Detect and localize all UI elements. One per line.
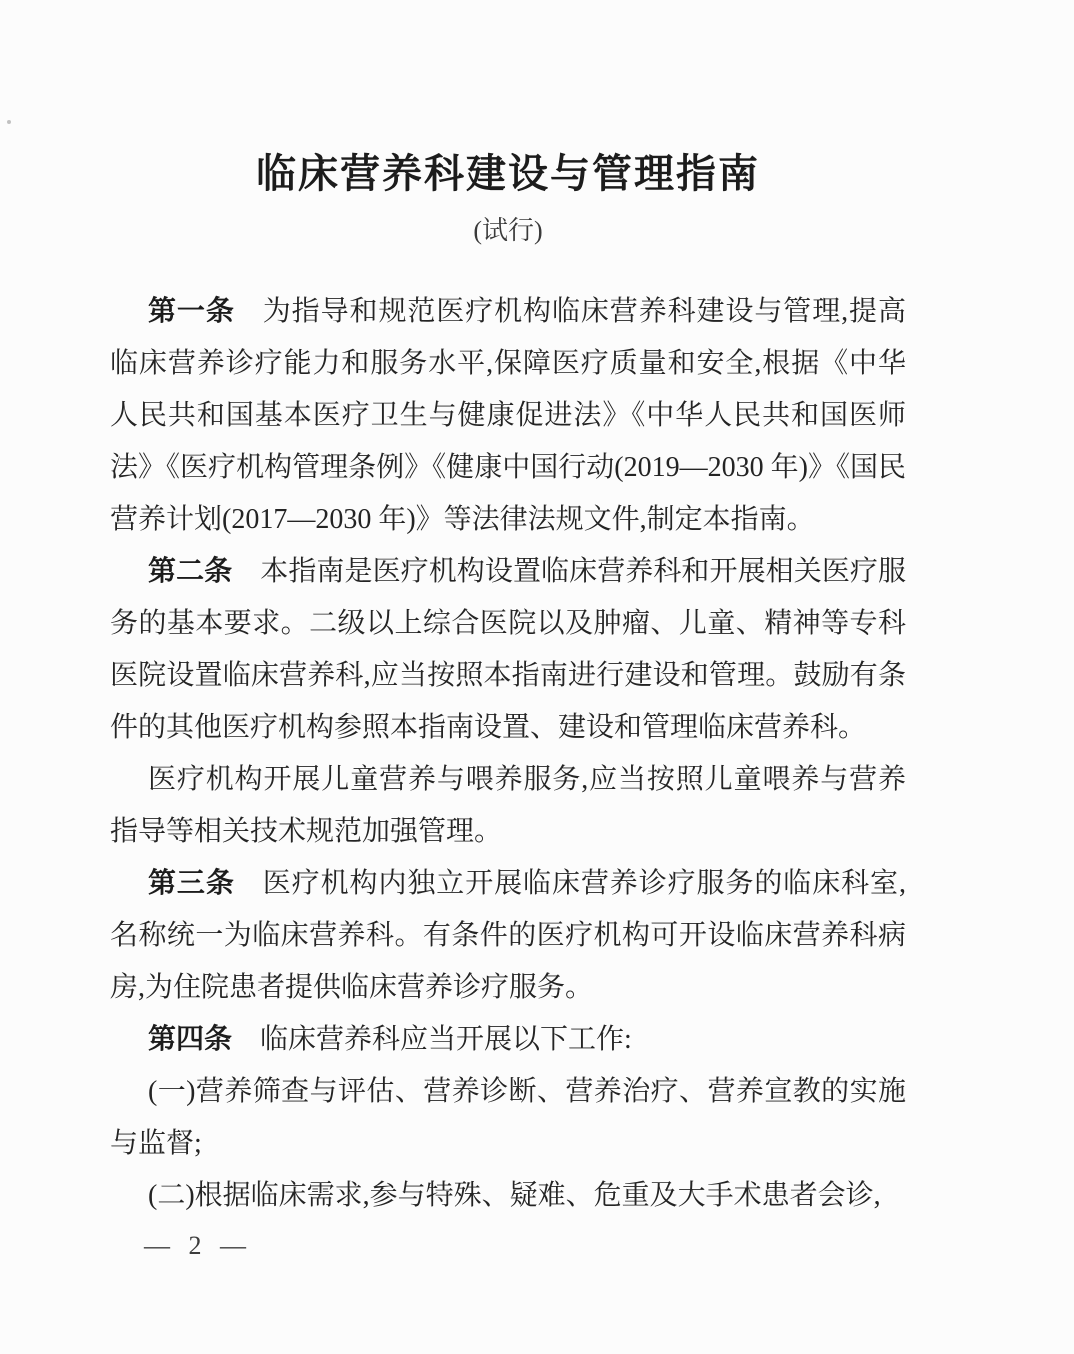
- paragraph: [110, 754, 906, 858]
- article-number: 第四条: [148, 1024, 233, 1055]
- paragraph-text: 医疗机构开展儿童营养与喂养服务,应当按照儿童喂养与营养指导等相关技术规范加强管理。: [110, 764, 906, 847]
- document-content: [110, 0, 906, 1264]
- paragraph-text: 为指导和规范医疗机构临床营养科建设与管理,提高临床营养诊疗能力和服务水平,保障医疗质量和安全,根据《中华人民共和国基本医疗卫生与健康促进法》《中华人民共和国医师法》《医疗机构管理条例》《健康中国行动(2019—2030 年)》《国民营养计划(2017—2030 年)》等法律法规文件,制定本指南。: [110, 296, 906, 535]
- paragraph-text: 医疗机构内独立开展临床营养诊疗服务的临床科室,名称统一为临床营养科。有条件的医疗机构可开设临床营养科病房,为住院患者提供临床营养诊疗服务。: [110, 868, 906, 1003]
- document-body: [110, 286, 906, 1222]
- paragraph: [110, 1066, 906, 1170]
- page-number: — 2 —: [144, 1231, 252, 1260]
- paragraph-text: (一)营养筛查与评估、营养诊断、营养治疗、营养宣教的实施与监督;: [110, 1076, 906, 1159]
- paragraph-text: (二)根据临床需求,参与特殊、疑难、危重及大手术患者会诊,: [148, 1180, 881, 1211]
- paragraph-text: 本指南是医疗机构设置临床营养科和开展相关医疗服务的基本要求。二级以上综合医院以及肿瘤、儿童、精神等专科医院设置临床营养科,应当按照本指南进行建设和管理。鼓励有条件的其他医疗机构参照本指南设置、建设和管理临床营养科。: [110, 556, 906, 743]
- paragraph: [110, 286, 906, 546]
- article-number: 第二条: [148, 556, 233, 587]
- scan-artifact-dot: [7, 120, 11, 124]
- paragraph: [110, 1170, 906, 1222]
- article-number: 第一条: [148, 296, 235, 327]
- paragraph-text: 临床营养科应当开展以下工作:: [260, 1024, 632, 1055]
- article-number: 第三条: [148, 868, 235, 899]
- paragraph: [110, 858, 906, 1014]
- document-title: 临床营养科建设与管理指南: [256, 151, 760, 196]
- paragraph: [110, 546, 906, 754]
- paragraph: [110, 1014, 906, 1066]
- document-subtitle: (试行): [473, 216, 543, 245]
